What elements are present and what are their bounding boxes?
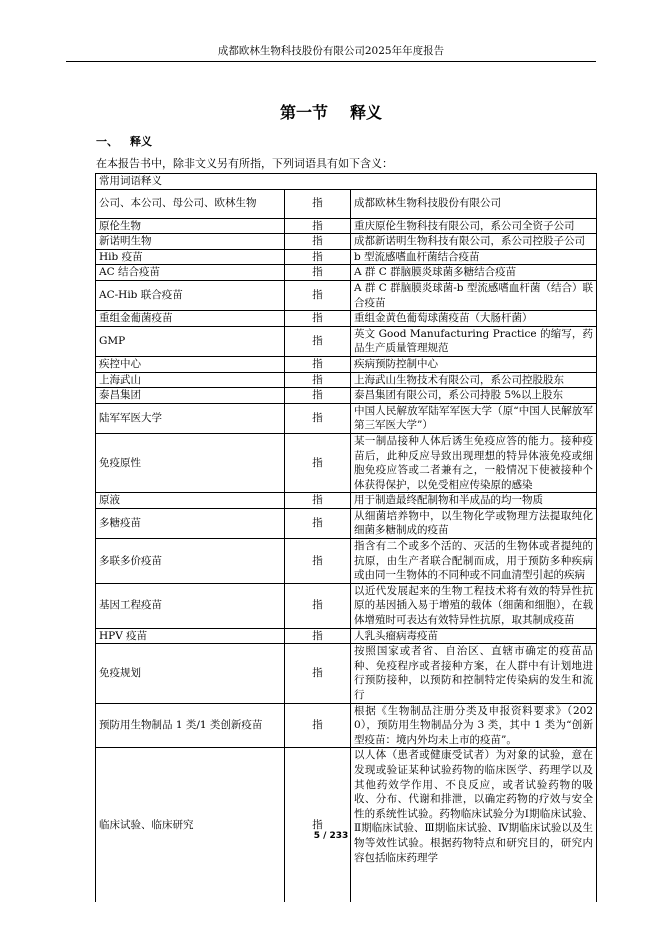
glossary-row-genetic-engineering <box>96 583 597 628</box>
ref-cell: 指 <box>285 326 351 356</box>
term-cell: GMP <box>96 326 285 356</box>
definition-cell: A 群 C 群脑膜炎球菌-b 型流感嗜血杆菌（结合）联合疫苗 <box>351 280 597 310</box>
section-heading <box>96 135 152 149</box>
ref-cell: 指 <box>285 249 351 265</box>
ref-cell: 指 <box>285 218 351 234</box>
glossary-row-immunogenicity <box>96 433 597 492</box>
ref-cell: 指 <box>285 703 351 748</box>
glossary-row-combination <box>96 539 597 584</box>
header-rule <box>66 61 596 62</box>
term-cell: 重组金葡菌疫苗 <box>96 311 285 327</box>
glossary-row-hpv <box>96 628 597 644</box>
glossary-row-class1-vaccine <box>96 703 597 748</box>
glossary-row-ac-hib <box>96 280 597 310</box>
glossary-row-immunization-plan <box>96 644 597 703</box>
term-cell: 泰昌集团 <box>96 388 285 404</box>
term-cell: Hib 疫苗 <box>96 249 285 265</box>
glossary-table <box>95 173 597 902</box>
term-cell: 免疫规划 <box>96 644 285 703</box>
ref-cell: 指 <box>285 403 351 433</box>
ref-cell: 指 <box>285 356 351 372</box>
glossary-row-bulk <box>96 493 597 509</box>
ref-cell: 指 <box>285 388 351 404</box>
chapter-title <box>0 103 662 123</box>
definition-cell: 某一制品接种人体后诱生免疫应答的能力。接种疫苗后，此种反应导致出现理想的特异体液免疫或细胞免疫应答或二者兼有之，一般情况下使被接种个体获得保护，以免受相应传染原的感染 <box>351 433 597 492</box>
definition-cell: 按照国家或者省、自治区、直辖市确定的疫苗品种、免疫程序或者接种方案，在人群中有计划地进行预防接种，以预防和控制特定传染病的发生和流行 <box>351 644 597 703</box>
ref-cell: 指 <box>285 280 351 310</box>
glossary-row-polysaccharide <box>96 508 597 538</box>
glossary-row-army-medical <box>96 403 597 433</box>
glossary-row-clinical-trial <box>96 748 597 903</box>
chapter-number: 第一节 <box>279 103 328 122</box>
definition-cell: 成都欧林生物科技股份有限公司 <box>351 189 597 218</box>
term-cell: 原液 <box>96 493 285 509</box>
term-cell: 多糖疫苗 <box>96 508 285 538</box>
ref-cell: 指 <box>285 644 351 703</box>
ref-cell: 指 <box>285 628 351 644</box>
definition-cell: 以人体（患者或健康受试者）为对象的试验，意在发现或验证某种试验药物的临床医学、药理学以及其他药效学作用、不良反应，或者试验药物的吸收、分布、代谢和排泄，以确定药物的疗效与安全性的系统性试验。药物临床试验分为Ⅰ期临床试验、Ⅱ期临床试验、Ⅲ期临床试验、Ⅳ期临床试验以及生物等效性试验。根据药物特点和研究目的，研究内容包括临床药理学 <box>351 748 597 903</box>
ref-cell: 指 <box>285 433 351 492</box>
definition-cell: 以近代发展起来的生物工程技术将有效的特异性抗原的基因插入易于增殖的载体（细菌和细胞），在载体增殖时可表达有效特异性抗原，取其制成疫苗 <box>351 583 597 628</box>
glossary-row-ac-conjugate <box>96 265 597 281</box>
ref-cell: 指 <box>285 748 351 903</box>
definition-cell: 用于制造最终配制物和半成品的均一物质 <box>351 493 597 509</box>
glossary-row-shanghai-wushan <box>96 372 597 388</box>
term-cell: 陆军军医大学 <box>96 403 285 433</box>
section-number: 一、 <box>96 135 118 148</box>
glossary-row-yuanlun <box>96 218 597 234</box>
ref-cell: 指 <box>285 539 351 584</box>
definition-cell: 上海武山生物技术有限公司，系公司控股股东 <box>351 372 597 388</box>
term-cell: 原伦生物 <box>96 218 285 234</box>
ref-cell: 指 <box>285 508 351 538</box>
definition-cell: b 型流感嗜血杆菌结合疫苗 <box>351 249 597 265</box>
chapter-name: 释义 <box>350 103 383 122</box>
glossary-caption: 常用词语释义 <box>96 174 597 190</box>
glossary-row-staph <box>96 311 597 327</box>
term-cell: 预防用生物制品 1 类/1 类创新疫苗 <box>96 703 285 748</box>
definition-cell: 中国人民解放军陆军军医大学（原“中国人民解放军第三军医大学”） <box>351 403 597 433</box>
term-cell: 免疫原性 <box>96 433 285 492</box>
definition-cell: 重庆原伦生物科技有限公司，系公司全资子公司 <box>351 218 597 234</box>
definition-cell: 成都新诺明生物科技有限公司，系公司控股子公司 <box>351 234 597 250</box>
term-cell: 疾控中心 <box>96 356 285 372</box>
glossary-row-cdc <box>96 356 597 372</box>
glossary-row-taichang <box>96 388 597 404</box>
definition-cell: 根据《生物制品注册分类及申报资料要求》（2020），预防用生物制品分为 3 类，其中 1 类为“创新型疫苗：境内外均未上市的疫苗”。 <box>351 703 597 748</box>
term-cell: 临床试验、临床研究 <box>96 748 285 903</box>
definition-cell: 指含有二个或多个活的、灭活的生物体或者提纯的抗原，由生产者联合配制而成，用于预防多种疾病或由同一生物体的不同种或不同血清型引起的疾病 <box>351 539 597 584</box>
term-cell: 多联多价疫苗 <box>96 539 285 584</box>
ref-cell: 指 <box>285 493 351 509</box>
term-cell: 公司、本公司、母公司、欧林生物 <box>96 189 285 218</box>
term-cell: 新诺明生物 <box>96 234 285 250</box>
glossary-caption-row <box>96 174 597 190</box>
term-cell: 上海武山 <box>96 372 285 388</box>
definition-cell: 从细菌培养物中，以生物化学或物理方法提取纯化细菌多糖制成的疫苗 <box>351 508 597 538</box>
definition-cell: A 群 C 群脑膜炎球菌多糖结合疫苗 <box>351 265 597 281</box>
definition-cell: 泰昌集团有限公司，系公司持股 5%以上股东 <box>351 388 597 404</box>
ref-cell: 指 <box>285 583 351 628</box>
section-title: 释义 <box>130 135 152 148</box>
definition-cell: 重组金黄色葡萄球菌疫苗（大肠杆菌） <box>351 311 597 327</box>
running-header: 成都欧林生物科技股份有限公司2025年年度报告 <box>217 45 445 57</box>
glossary-row-xinnuoming <box>96 234 597 250</box>
intro-text: 在本报告书中，除非文义另有所指，下列词语具有如下含义： <box>96 157 393 170</box>
term-cell: HPV 疫苗 <box>96 628 285 644</box>
glossary-row-hib <box>96 249 597 265</box>
ref-cell: 指 <box>285 372 351 388</box>
definition-cell: 疾病预防控制中心 <box>351 356 597 372</box>
ref-cell: 指 <box>285 311 351 327</box>
page-number: 5 / 233 <box>313 831 349 841</box>
glossary-row-gmp <box>96 326 597 356</box>
definition-cell: 人乳头瘤病毒疫苗 <box>351 628 597 644</box>
term-cell: AC-Hib 联合疫苗 <box>96 280 285 310</box>
definition-cell: 英文 Good Manufacturing Practice 的缩写，药品生产质量管理规范 <box>351 326 597 356</box>
ref-cell: 指 <box>285 234 351 250</box>
ref-cell: 指 <box>285 189 351 218</box>
term-cell: AC 结合疫苗 <box>96 265 285 281</box>
ref-cell: 指 <box>285 265 351 281</box>
glossary-row-company <box>96 189 597 218</box>
term-cell: 基因工程疫苗 <box>96 583 285 628</box>
